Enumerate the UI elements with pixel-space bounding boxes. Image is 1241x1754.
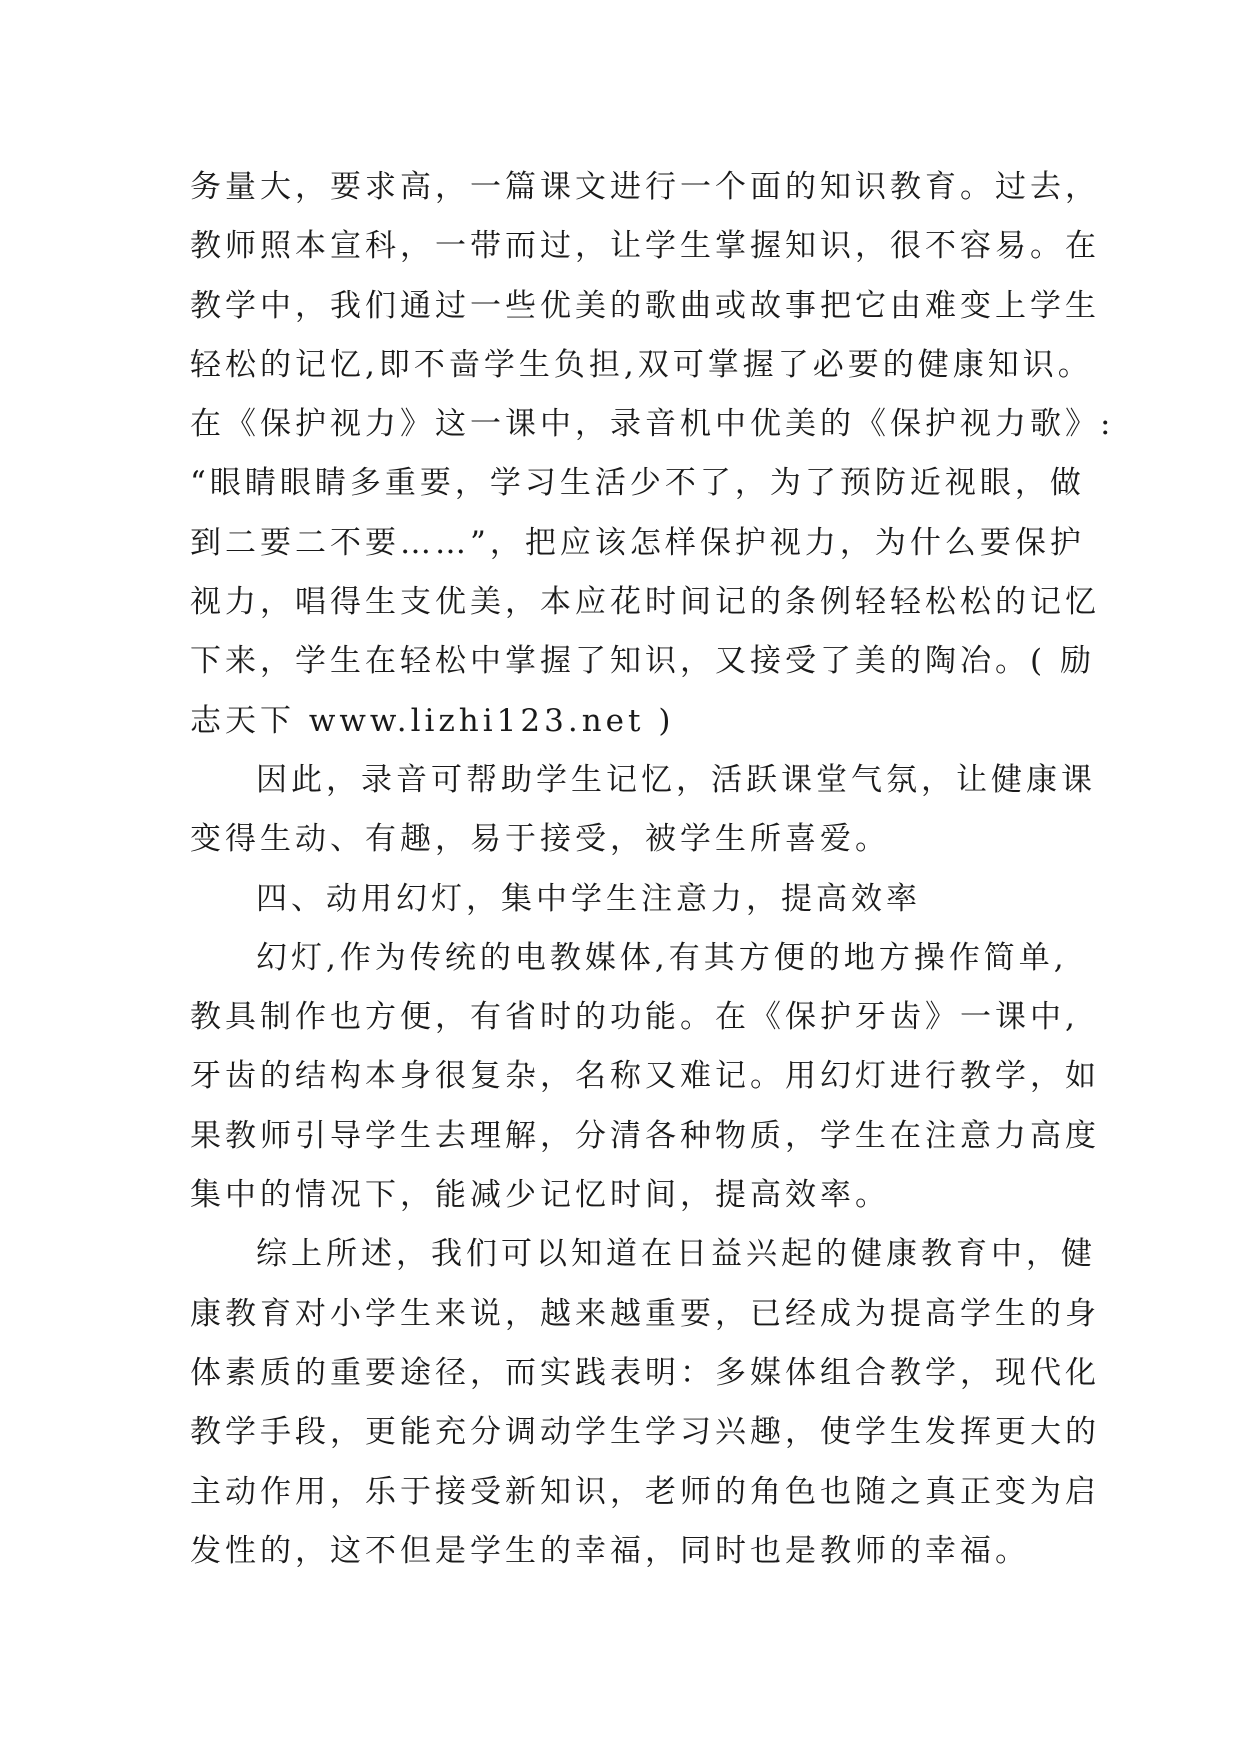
text-line: 下来，学生在轻松中掌握了知识，又接受了美的陶冶。( 励 xyxy=(190,643,1095,680)
text-line: 牙齿的结构本身很复杂，名称又难记。用幻灯进行教学，如 xyxy=(190,1058,1100,1095)
text-line: 到二要二不要……”，把应该怎样保护视力，为什么要保护 xyxy=(190,524,1085,561)
text-line: 教学手段，更能充分调动学生学习兴趣，使学生发挥更大的 xyxy=(190,1414,1100,1451)
text-line: 志天下 www.lizhi123.net ) xyxy=(190,702,675,739)
text-line: 集中的情况下，能减少记忆时间，提高效率。 xyxy=(190,1177,890,1214)
text-line: “眼睛眼睛多重要，学习生活少不了，为了预防近视眼，做 xyxy=(190,465,1085,502)
text-line: 务量大，要求高，一篇课文进行一个面的知识教育。过去， xyxy=(190,169,1100,205)
text-line: 体素质的重要途径，而实践表明：多媒体组合教学，现代化 xyxy=(190,1354,1100,1391)
text-line: 在《保护视力》这一课中，录音机中优美的《保护视力歌》: xyxy=(190,406,1115,443)
text-line: 发性的，这不但是学生的幸福，同时也是教师的幸福。 xyxy=(190,1532,1030,1569)
text-line: 轻松的记忆,即不啬学生负担,双可掌握了必要的健康知识。 xyxy=(190,346,1093,383)
text-line: 综上所述，我们可以知道在日益兴起的健康教育中，健 xyxy=(256,1236,1096,1273)
text-line: 果教师引导学生去理解，分清各种物质，学生在注意力高度 xyxy=(190,1117,1100,1154)
body-text xyxy=(190,158,1115,1581)
text-line: 幻灯,作为传统的电教媒体,有其方便的地方操作简单, xyxy=(256,939,1068,976)
text-line: 教具制作也方便，有省时的功能。在《保护牙齿》一课中, xyxy=(190,999,1079,1036)
text-line: 教师照本宣科，一带而过，让学生掌握知识，很不容易。在 xyxy=(190,228,1100,265)
text-line: 教学中，我们通过一些优美的歌曲或故事把它由难变上学生 xyxy=(190,287,1100,324)
text-line: 主动作用，乐于接受新知识，老师的角色也随之真正变为启 xyxy=(190,1473,1100,1510)
text-line: 因此，录音可帮助学生记忆，活跃课堂气氛，让健康课 xyxy=(256,761,1096,798)
text-line: 变得生动、有趣，易于接受，被学生所喜爱。 xyxy=(190,821,890,858)
text-line: 四、动用幻灯，集中学生注意力，提高效率 xyxy=(256,880,921,917)
text-line: 视力，唱得生支优美，本应花时间记的条例轻轻松松的记忆 xyxy=(190,584,1100,621)
text-line: 康教育对小学生来说，越来越重要，已经成为提高学生的身 xyxy=(190,1295,1100,1332)
